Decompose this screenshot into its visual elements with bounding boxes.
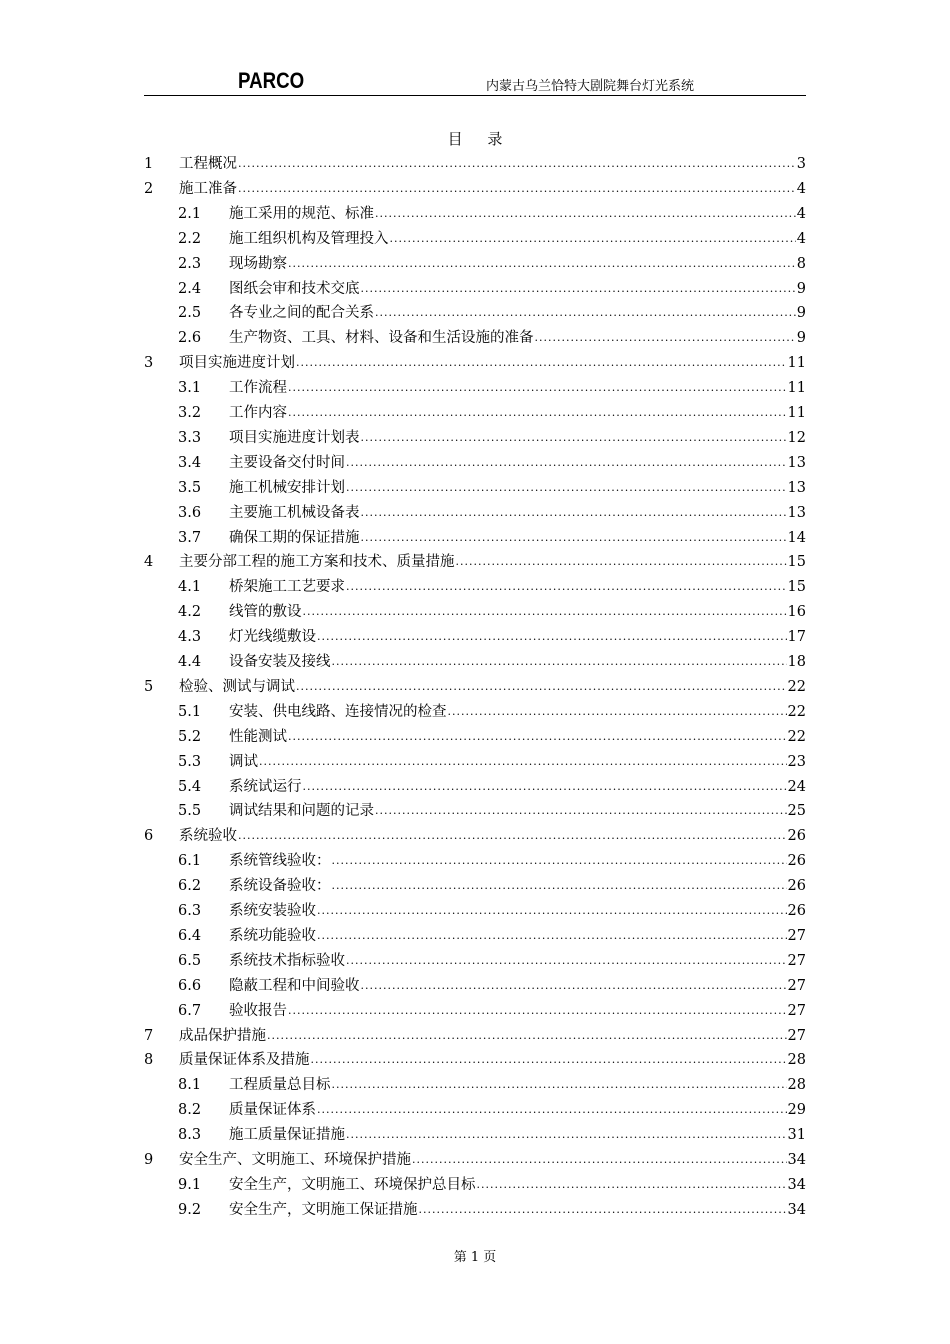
toc-entry-number: 8.2 (178, 1102, 202, 1119)
toc-entry[interactable] (178, 874, 806, 896)
toc-entry-page: 27 (787, 952, 806, 969)
toc-entry-page: 4 (796, 205, 806, 222)
toc-entry-number: 6 (144, 828, 154, 845)
toc-entry-page: 26 (787, 903, 806, 919)
toc-entry-title: 性能测试 (229, 728, 287, 745)
toc-entry[interactable] (178, 1098, 806, 1120)
toc-entry-number: 2.6 (178, 330, 202, 347)
toc-entry-title: 调试 (229, 753, 258, 770)
toc-entry[interactable] (178, 426, 806, 448)
toc-entry-title: 工作流程 (229, 380, 287, 397)
toc-entry-number: 4 (144, 554, 154, 571)
toc-entry-title: 系统功能验收 (229, 927, 316, 944)
toc-dot-leader (375, 804, 787, 818)
toc-entry[interactable] (178, 376, 806, 398)
page-header (144, 66, 806, 96)
toc-entry-page: 3 (796, 156, 806, 172)
toc-entry-number: 9.2 (178, 1201, 202, 1218)
toc-entry[interactable] (178, 301, 806, 323)
toc-dot-leader (288, 257, 796, 271)
toc-entry-page: 27 (787, 927, 806, 944)
toc-entry-page: 27 (787, 977, 806, 994)
page-footer: 第 1 页 (453, 1250, 497, 1265)
toc-dot-leader (361, 979, 787, 993)
toc-entry[interactable] (178, 1123, 806, 1145)
toc-entry[interactable] (178, 899, 806, 921)
toc-dot-leader (361, 282, 796, 296)
toc-dot-leader (375, 306, 796, 320)
toc-entry-number: 1 (144, 156, 154, 172)
toc-entry-title: 主要分部工程的施工方案和技术、质量措施 (179, 554, 455, 571)
toc-entry-title: 施工机械安排计划 (229, 479, 345, 496)
toc-entry-number: 4.4 (178, 654, 202, 670)
toc-entry[interactable] (178, 501, 806, 523)
toc-entry[interactable] (178, 526, 806, 548)
toc-entry-title: 系统技术指标验收 (229, 952, 345, 969)
toc-entry-title: 系统验收 (179, 828, 237, 845)
toc-entry-number: 5.2 (178, 728, 202, 745)
toc-entry-number: 3.5 (178, 479, 202, 496)
toc-entry[interactable] (178, 476, 806, 498)
toc-entry-title: 安全生产，文明施工、环境保护总目标 (229, 1176, 476, 1193)
toc-entry-page: 26 (787, 878, 806, 895)
toc-entry-title: 生产物资、工具、材料、设备和生活设施的准备 (229, 330, 534, 347)
toc-dot-leader (332, 879, 787, 893)
toc-entry[interactable] (178, 202, 806, 224)
toc-entry-number: 6.6 (178, 977, 202, 994)
toc-entry-number: 6.7 (178, 1002, 202, 1019)
toc-entry-number: 6.1 (178, 853, 202, 870)
toc-entry[interactable] (178, 775, 806, 797)
toc-entry-title: 工程质量总目标 (229, 1077, 331, 1094)
toc-dot-leader (361, 531, 787, 545)
toc-entry-title: 施工准备 (179, 180, 237, 197)
toc-dot-leader (238, 182, 796, 196)
toc-entry-title: 安全生产、文明施工、环境保护措施 (179, 1152, 411, 1168)
toc-entry-number: 3.3 (178, 429, 202, 446)
toc-entry-title: 成品保护措施 (179, 1027, 266, 1044)
toc-entry-number: 3.6 (178, 504, 202, 521)
toc-dot-leader (288, 381, 787, 395)
toc-entry[interactable] (178, 999, 806, 1021)
toc-entry-number: 3 (144, 355, 154, 372)
toc-entry[interactable] (144, 177, 806, 199)
toc-dot-leader (390, 232, 796, 246)
toc-dot-leader (296, 356, 787, 370)
toc-dot-leader (303, 780, 787, 794)
toc-dot-leader (288, 406, 787, 420)
toc-entry-title: 工作内容 (229, 405, 287, 421)
toc-entry[interactable] (178, 750, 806, 772)
toc-dot-leader (346, 481, 787, 495)
toc-entry[interactable] (178, 575, 806, 597)
toc-dot-leader (288, 1004, 787, 1018)
toc-entry-number: 2.4 (178, 280, 202, 297)
toc-dot-leader (346, 954, 787, 968)
toc-dot-leader (317, 929, 787, 943)
toc-entry-page: 9 (796, 305, 806, 322)
toc-entry-page: 13 (787, 454, 806, 471)
toc-entry-page: 27 (787, 1002, 806, 1019)
toc-entry-page: 34 (787, 1201, 806, 1218)
toc-entry[interactable] (178, 924, 806, 946)
toc-dot-leader (296, 680, 787, 694)
toc-entry-page: 8 (796, 255, 806, 272)
toc-entry-number: 6.3 (178, 903, 202, 919)
toc-dot-leader (288, 730, 787, 744)
toc-entry[interactable] (178, 799, 806, 821)
toc-entry-title: 设备安装及接线 (229, 654, 331, 670)
toc-entry[interactable] (144, 675, 806, 697)
toc-dot-leader (448, 705, 787, 719)
toc-dot-leader (346, 580, 787, 594)
toc-dot-leader (361, 431, 787, 445)
toc-entry-page: 18 (787, 654, 806, 670)
toc-dot-leader (477, 1178, 787, 1192)
toc-dot-leader (317, 904, 787, 918)
toc-entry-number: 9 (144, 1152, 154, 1168)
toc-entry-number: 2 (144, 180, 154, 197)
toc-entry-title: 安全生产，文明施工保证措施 (229, 1201, 418, 1218)
toc-entry-page: 26 (787, 853, 806, 870)
toc-entry[interactable] (178, 700, 806, 722)
toc-entry-title: 项目实施进度计划表 (229, 429, 360, 446)
toc-entry-title: 检验、测试与调试 (179, 678, 295, 695)
toc-dot-leader (332, 854, 787, 868)
toc-entry-title: 现场勘察 (229, 255, 287, 272)
toc-entry[interactable] (178, 625, 806, 647)
toc-entry-number: 2.5 (178, 305, 202, 322)
toc-entry-page: 25 (787, 803, 806, 820)
parco-logo: PARCO (238, 68, 305, 93)
toc-entry-title: 各专业之间的配合关系 (229, 305, 374, 322)
toc-entry-page: 9 (796, 330, 806, 347)
toc-entry-number: 8.3 (178, 1127, 202, 1144)
toc-dot-leader (317, 1103, 787, 1117)
toc-entry-page: 24 (787, 778, 806, 795)
toc-entry[interactable] (178, 650, 806, 672)
toc-entry-page: 17 (787, 629, 806, 646)
toc-entry[interactable] (144, 550, 806, 572)
toc-entry-title: 主要施工机械设备表 (229, 504, 360, 521)
toc-entry[interactable] (178, 1073, 806, 1095)
toc-entry[interactable] (178, 1173, 806, 1195)
toc-entry[interactable] (178, 1198, 806, 1220)
toc-entry-page: 9 (796, 280, 806, 297)
toc-entry-title: 隐蔽工程和中间验收 (229, 977, 360, 994)
toc-entry-page: 13 (787, 504, 806, 521)
toc-entry-page: 34 (787, 1152, 806, 1168)
toc-entry-number: 3.4 (178, 454, 202, 471)
toc-entry-page: 15 (787, 554, 806, 571)
toc-entry-number: 5.4 (178, 778, 202, 795)
toc-entry-page: 22 (787, 678, 806, 695)
toc-entry-number: 3.2 (178, 405, 202, 421)
toc-entry-title: 图纸会审和技术交底 (229, 280, 360, 297)
toc-entry-number: 3.7 (178, 529, 202, 546)
toc-entry-number: 2.3 (178, 255, 202, 272)
toc-entry[interactable] (144, 1148, 806, 1170)
toc-entry[interactable] (178, 725, 806, 747)
toc-entry-number: 8.1 (178, 1077, 202, 1094)
toc-entry-number: 4.3 (178, 629, 202, 646)
toc-entry-number: 7 (144, 1027, 154, 1044)
toc-entry[interactable] (178, 401, 806, 423)
toc-entry-page: 13 (787, 479, 806, 496)
toc-entry-number: 8 (144, 1052, 154, 1069)
toc-entry-title: 系统设备验收： (229, 878, 331, 895)
toc-entry-page: 11 (787, 355, 806, 372)
toc-entry[interactable] (144, 1024, 806, 1046)
toc-dot-leader (346, 456, 787, 470)
toc-entry[interactable] (178, 326, 806, 348)
toc-entry-number: 5.3 (178, 753, 202, 770)
toc-entry-title: 灯光线缆敷设 (229, 629, 316, 646)
toc-entry-page: 16 (787, 604, 806, 621)
toc-entry-title: 确保工期的保证措施 (229, 529, 360, 546)
toc-entry-page: 4 (796, 230, 806, 247)
toc-entry-title: 调试结果和问题的记录 (229, 803, 374, 820)
toc-entry[interactable] (178, 600, 806, 622)
toc-entry-number: 6.5 (178, 952, 202, 969)
toc-dot-leader (456, 555, 787, 569)
toc-entry-title: 线管的敷设 (229, 604, 302, 621)
toc-entry-number: 4.2 (178, 604, 202, 621)
toc-entry-page: 12 (787, 429, 806, 446)
toc-entry-title: 主要设备交付时间 (229, 454, 345, 471)
toc-entry-title: 施工组织机构及管理投入 (229, 230, 389, 247)
toc-entry-title: 质量保证体系 (229, 1102, 316, 1119)
toc-entry-page: 27 (787, 1027, 806, 1044)
toc-dot-leader (238, 157, 796, 171)
toc-entry[interactable] (178, 849, 806, 871)
header-title: 内蒙古乌兰恰特大剧院舞台灯光系统 (486, 79, 695, 94)
toc-entry-number: 5.5 (178, 803, 202, 820)
toc-entry-title: 安装、供电线路、连接情况的检查 (229, 703, 447, 720)
toc-entry-page: 28 (787, 1077, 806, 1094)
toc-title: 目 录 (447, 130, 513, 148)
toc-entry-page: 26 (787, 828, 806, 845)
toc-dot-leader (311, 1053, 787, 1067)
toc-entry[interactable] (178, 277, 806, 299)
toc-entry-page: 23 (787, 753, 806, 770)
toc-entry-page: 31 (787, 1127, 806, 1144)
toc-entry-page: 29 (787, 1102, 806, 1119)
toc-entry-title: 桥架施工工艺要求 (229, 579, 345, 596)
toc-dot-leader (332, 1078, 787, 1092)
toc-dot-leader (346, 1128, 787, 1142)
toc-entry-number: 9.1 (178, 1176, 202, 1193)
toc-entry[interactable] (144, 351, 806, 373)
toc-dot-leader (238, 829, 787, 843)
toc-entry-number: 3.1 (178, 380, 202, 397)
toc-entry[interactable] (178, 974, 806, 996)
toc-dot-leader (535, 331, 796, 345)
toc-entry-number: 6.4 (178, 927, 202, 944)
toc-entry[interactable] (178, 252, 806, 274)
toc-entry[interactable] (144, 1048, 806, 1070)
toc-entry-page: 11 (787, 380, 806, 397)
toc-entry-number: 2.2 (178, 230, 202, 247)
toc-dot-leader (412, 1153, 787, 1167)
toc-entry-title: 项目实施进度计划 (179, 355, 295, 372)
toc-entry-title: 系统管线验收： (229, 853, 331, 870)
toc-entry-title: 验收报告 (229, 1002, 287, 1019)
toc-entry-number: 2.1 (178, 205, 202, 222)
toc-entry-title: 工程概况 (179, 156, 237, 172)
toc-entry-title: 施工质量保证措施 (229, 1127, 345, 1144)
toc-entry-page: 4 (796, 180, 806, 197)
toc-entry-title: 系统试运行 (229, 778, 302, 795)
toc-entry-page: 22 (787, 728, 806, 745)
toc-dot-leader (361, 506, 787, 520)
toc-entry[interactable] (178, 227, 806, 249)
toc-entry[interactable] (178, 949, 806, 971)
toc-entry-page: 11 (787, 405, 806, 421)
toc-entry-title: 质量保证体系及措施 (179, 1052, 310, 1069)
toc-entry-page: 22 (787, 703, 806, 720)
toc-dot-leader (375, 207, 796, 221)
toc-entry-page: 28 (787, 1052, 806, 1069)
toc-dot-leader (419, 1203, 787, 1217)
toc-entry-number: 5.1 (178, 703, 202, 720)
toc-dot-leader (259, 755, 787, 769)
toc-entry-page: 15 (787, 579, 806, 596)
toc-dot-leader (303, 605, 787, 619)
toc-entry-number: 6.2 (178, 878, 202, 895)
toc-entry-title: 系统安装验收 (229, 903, 316, 919)
toc-entry[interactable] (178, 451, 806, 473)
toc-entry[interactable] (144, 824, 806, 846)
toc-entry-title: 施工采用的规范、标准 (229, 205, 374, 222)
toc-entry-number: 5 (144, 678, 154, 695)
toc-entry-number: 4.1 (178, 579, 202, 596)
toc-entry-page: 14 (787, 529, 806, 546)
toc-dot-leader (267, 1029, 787, 1043)
toc-entry[interactable] (144, 152, 806, 174)
toc-dot-leader (317, 630, 787, 644)
toc-dot-leader (332, 655, 787, 669)
toc-entry-page: 34 (787, 1176, 806, 1193)
